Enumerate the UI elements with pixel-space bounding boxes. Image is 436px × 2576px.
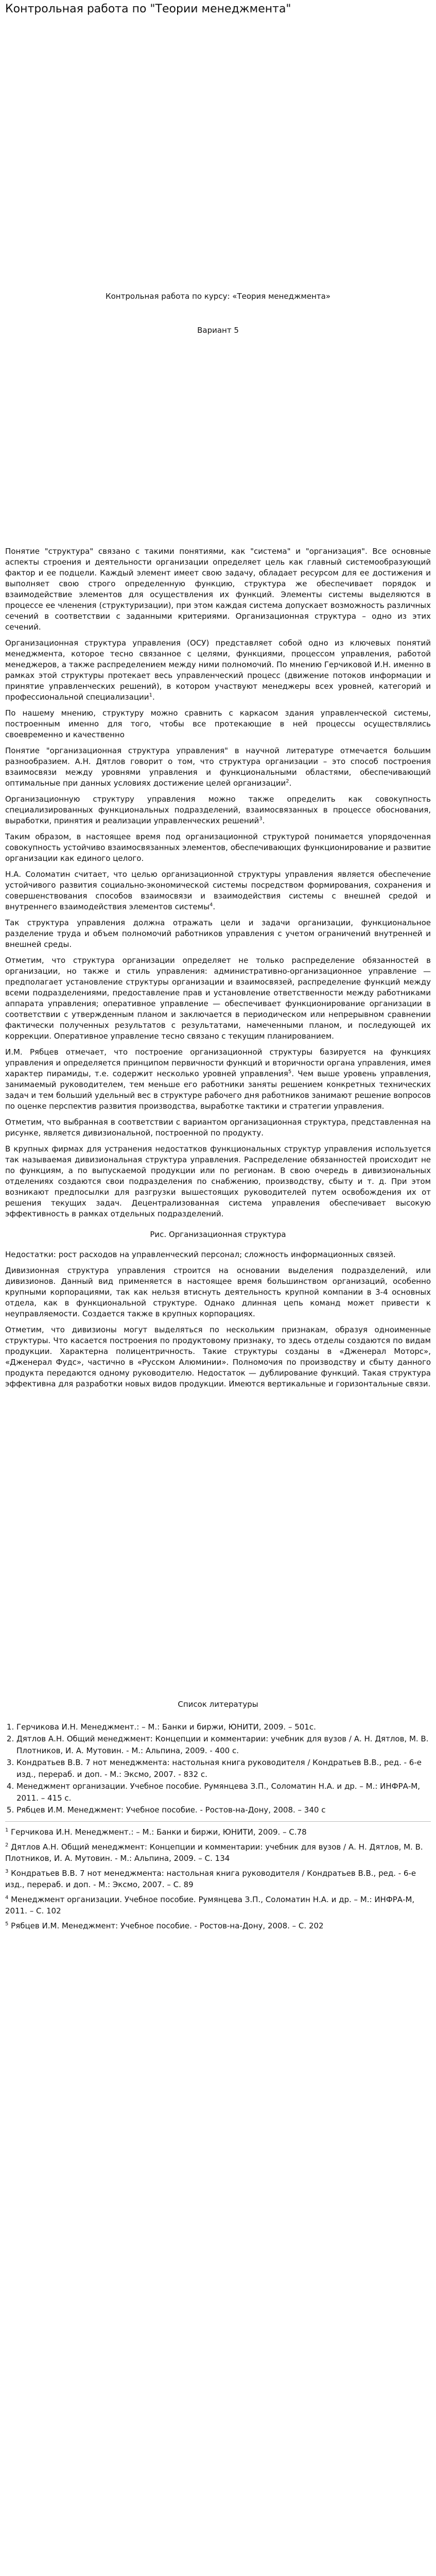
paragraph-text: Таким образом, в настоящее время под организационной структурой понимается упорядоченная совокупность устойчиво взаимосвязанных элементов, обеспечивающих функционирование и развитие организации как единого целого. [5, 832, 431, 863]
footnote-item [5, 1840, 431, 1864]
footnote-divider [5, 1821, 431, 1822]
body-paragraph [5, 1325, 431, 1389]
body-paragraph: Н.А. Соломатин считает, что целью организационной структуры управления является обеспечение устойчивого развития социально-экономической системы посредством формирования, сохранения и совершенствования способов взаимосвязи и взаимодействия системы с внешней средой и внутреннего взаимодействия элементов системы$^4$. [5, 870, 431, 911]
footnote-item [5, 1825, 431, 1838]
paragraph-text: По нашему мнению, структуру можно сравнить с каркасом здания управленческой системы, построенным именно для того, чтобы все протекающие в ней процессы осуществлялись своевременно и качественно [5, 708, 431, 739]
reference-item: 4. Менеджмент организации. Учебное пособие. Румянцева З.П., Соломатин Н.А. и др. – М.: ИНФРА-М, 2011. – 415 с. [16, 1781, 431, 1804]
footnote-text: Кондратьев В.В. 7 нот менеджмента: настольная книга руководителя / Кондратьев В.В., ред. - 6-е изд., перераб. и доп. - М.: Эксмо, 2007. – С. 89 [5, 1869, 416, 1889]
body-paragraph: Организационная структура управления (ОСУ) представляет собой одно из ключевых понятий менеджмента, которое тесно связанное с целями, функциями, процессом управления, работой менеджеров, а также распределением между ними полномочий. По мнению Герчиковой И.Н. именно в рамках этой структуры протекает весь управленческий процесс (движение потоков информации и принятие управленческих решений), в котором участвуют менеджеры всех уровней, категорий и профессиональной специализации$^1$. [5, 638, 431, 702]
paragraph-text: Недостатки: рост расходов на управленческий персонал; сложность информационных связей. [5, 1250, 396, 1259]
body-section-2 [5, 1249, 431, 1389]
footnote-number: 2 [5, 1842, 9, 1848]
paragraph-text: Организационная структура управления (ОСУ) представляет собой одно из ключевых понятий менеджмента, которое тесно связанное с целями, функциями, процессом управления, работой менеджеров, а также распределением между ними полномочий. По мнению Герчиковой И.Н. именно в рамках этой структуры протекает весь управленческий процесс (движение потоков информации и принятие управленческих решений), в котором участвуют менеджеры всех уровней, категорий и профессиональной специализации [5, 638, 431, 702]
spacer [5, 302, 431, 325]
spacer [5, 1710, 431, 1721]
paragraph-text: Организационную структуру управления можно также определить как совокупность специализированных функциональных подразделений, взаимосвязанных в процессе обоснования, выработки, принятия и реализации управленческих решений [5, 794, 431, 825]
footnote-number: 5 [5, 1921, 9, 1927]
paragraph-text: Понятие "структура" связано с такими понятиями, как "система" и "организация". Все основные аспекты строения и деятельности организации определяет цель как главный системообразующий фактор и ее подцели. Каждый элемент имеет свою задачу, обладает ресурсом для ее достижения и выполняет свою строго определенную функцию, структура же обеспечивает порядок и взаимодействие элементов для осуществления их функций. Элементы системы выделяются в процессе ее членения (структуризации), при этом каждая система допускает возможность различных сечений в соответствии с заданными критериями. Организационная структура – одно из этих сечений. [5, 547, 431, 632]
spacer [5, 336, 431, 546]
footnote-text: Герчикова И.Н. Менеджмент.: – М.: Банки и биржи, ЮНИТИ, 2009. – С.78 [8, 1827, 307, 1837]
references-title: Список литературы [178, 1700, 258, 1709]
footnote-item [5, 1892, 431, 1917]
document-title: Контрольная работа по "Теории менеджмента" [5, 3, 291, 15]
body-paragraph [5, 918, 431, 950]
references-list [5, 1721, 431, 1816]
variant-line: Вариант 5 [197, 326, 239, 335]
footnote-number: 4 [5, 1895, 9, 1901]
body-paragraph [5, 955, 431, 1042]
footnote-ref[interactable]: 3 [259, 816, 263, 822]
body-paragraph [5, 1047, 431, 1112]
footnote-number: 1 [5, 1827, 9, 1833]
reference-item: 1. Герчикова И.Н. Менеджмент.: – М.: Банки и биржи, ЮНИТИ, 2009. – 501с. [16, 1721, 431, 1733]
spacer [5, 1395, 431, 1699]
body-paragraph [5, 1117, 431, 1139]
footnote-item [5, 1919, 431, 1931]
footnote-ref[interactable]: 1 [149, 692, 152, 698]
footnotes [5, 1825, 431, 1931]
footnote-text: Менеджмент организации. Учебное пособие. Румянцева З.П., Соломатин Н.А. и др. – М.: ИНФРА-М, 2011. – С. 102 [5, 1895, 415, 1916]
body-section-1 [5, 546, 431, 1219]
body-paragraph [5, 832, 431, 864]
footnote-ref[interactable]: 2 [286, 778, 289, 784]
footnote-text: Дятлов А.Н. Общий менеджмент: Концепции и комментарии: учебник для вузов / А. Н. Дятлов, М. В. Плотников, И. А. Мутовин. - М.: Альпина, 2009. – С. 134 [5, 1842, 423, 1863]
body-paragraph: Организационную структуру управления можно также определить как совокупность специализированных функциональных подразделений, взаимосвязанных в процессе обоснования, выработки, принятия и реализации управленческих решений$^3$. [5, 794, 431, 825]
body-paragraph [5, 1144, 431, 1219]
paragraph-text: Отметим, что дивизионы могут выделяться по нескольким признакам, образуя одноименные структуры. Что касается построения по продуктовому признаку, то здесь отделы создаются по видам продукции. Характерна полицентричность. Такие структуры созданы в «Дженерал Моторс», «Дженерал Фудс», частично в «Русском Алюминии». Полномочия по производству и сбыту данного продукта передаются одному руководителю. Недостаток — дублирование функций. Такая структура эффективна для разработки новых видов продукции. Имеются вертикальные и горизонтальные связи. [5, 1325, 431, 1388]
paragraph-text: . Чем выше уровень управления, занимаемый руководителем, тем меньше его работники заняты решением конкретных технических задач и тем больший удельный вес в структуре рабочего дня работников занимают решение вопросов по оценке перспектив развития производства, выработке тактики и стратегии управления. [5, 1069, 431, 1111]
footnote-ref[interactable]: 4 [209, 902, 213, 908]
reference-item: 5. Рябцев И.М. Менеджмент: Учебное пособие. - Ростов-на-Дону, 2008. – 340 с [16, 1804, 431, 1816]
paragraph-text: И.М. Рябцев отмечает, что построение организационной структуры базируется на функциях управления и определяется принципом первичности функций и вторичности органа управления, имея характер пирамиды, т.е. содержит несколько уровней управления [5, 1047, 431, 1078]
body-paragraph [5, 546, 431, 633]
body-paragraph: Понятие "организационная структура управления" в научной литературе отмечается большим разнообразием. А.Н. Дятлов говорит о том, что структура организации – это способ построения взаимосвязи между уровнями управления и функциональными областями, обеспечивающий оптимальные при данных условиях достижение целей организации$^2$. [5, 746, 431, 788]
course-line: Контрольная работа по курсу: «Теория менеджмента» [105, 292, 330, 301]
spacer [5, 23, 431, 291]
footnote-item [5, 1866, 431, 1890]
paragraph-text: Отметим, что выбранная в соответствии с вариантом организационная структура, представленная на рисунке, является дивизиональной, построенной по продукту. [5, 1117, 431, 1138]
reference-item: 2. Дятлов А.Н. Общий менеджмент: Концепции и комментарии: учебник для вузов / А. Н. Дятлов, М. В. Плотников, И. А. Мутовин. - М.: Альпина, 2009. - 400 с. [16, 1733, 431, 1757]
body-paragraph [5, 708, 431, 740]
footnote-ref[interactable]: 5 [288, 1069, 292, 1075]
figure-caption: Рис. Организационная структура [150, 1230, 286, 1239]
body-paragraph [5, 1249, 431, 1260]
paragraph-text: Понятие "организационная структура управления" в научной литературе отмечается большим разнообразием. А.Н. Дятлов говорит о том, что структура организации – это способ построения взаимосвязи между уровнями управления и функциональными областями, обеспечивающий оптимальные при данных условиях достижение целей организации [5, 746, 431, 788]
paragraph-text: Отметим, что структура организации определяет не только распределение обязанностей в организации, но также и стиль управления: административно-организационное управление — предполагает установление структуры организации и взаимосвязей, распределение функций между всеми подразделениями, предоставление прав и установление ответственности между работниками аппарата управления; оперативное управление — обеспечивает функционирование организации в соответствии с утвержденным планом и заключается в периодическом или непрерывном сравнении фактически полученных результатов с результатами, намеченными планом, и последующей их коррекции. Оперативное управление тесно связано с текущим планированием. [5, 956, 431, 1041]
paragraph-text: Дивизионная структура управления строится на основании выделения подразделений, или дивизионов. Данный вид применяется в настоящее время большинством организаций, особенно крупными корпорациями, так как нельзя втиснуть деятельность крупной компании в 3-4 основных отдела, как в функциональной структуре. Однако длинная цепь команд может привести к неуправляемости. Создается также в крупных корпорациях. [5, 1266, 431, 1318]
reference-item: 3. Кондратьев В.В. 7 нот менеджмента: настольная книга руководителя / Кондратьев В.В., ред. - 6-е изд., перераб. и доп. - М.: Эксмо, 2007. - 832 с. [16, 1757, 431, 1781]
footnote-number: 3 [5, 1869, 9, 1874]
paragraph-text: Н.А. Соломатин считает, что целью организационной структуры управления является обеспечение устойчивого развития социально-экономической системы посредством формирования, сохранения и совершенствования способов взаимосвязи и взаимодействия системы с внешней средой и внутреннего взаимодействия элементов системы [5, 870, 431, 911]
body-paragraph [5, 1265, 431, 1319]
paragraph-text: В крупных фирмах для устранения недостатков функциональных структур управления используется так называемая дивизиональная структура управления. Распределение обязанностей происходит не по функциям, а по выпускаемой продукции или по регионам. В свою очередь в дивизиональных отделениях создаются свои подразделения по снабжению, производству, сбыту и т. д. При этом возникают предпосылки для разгрузки вышестоящих руководителей путем освобождения их от решения текущих задач. Децентрализованная система управления обеспечивает высокую эффективность в рамках отдельных подразделений. [5, 1144, 431, 1218]
paragraph-text: Так структура управления должна отражать цели и задачи организации, функциональное разделение труда и объем полномочий работников управления с учетом ограничений внутренней и внешней среды. [5, 918, 431, 949]
footnote-text: Рябцев И.М. Менеджмент: Учебное пособие. - Ростов-на-Дону, 2008. – С. 202 [8, 1921, 324, 1930]
